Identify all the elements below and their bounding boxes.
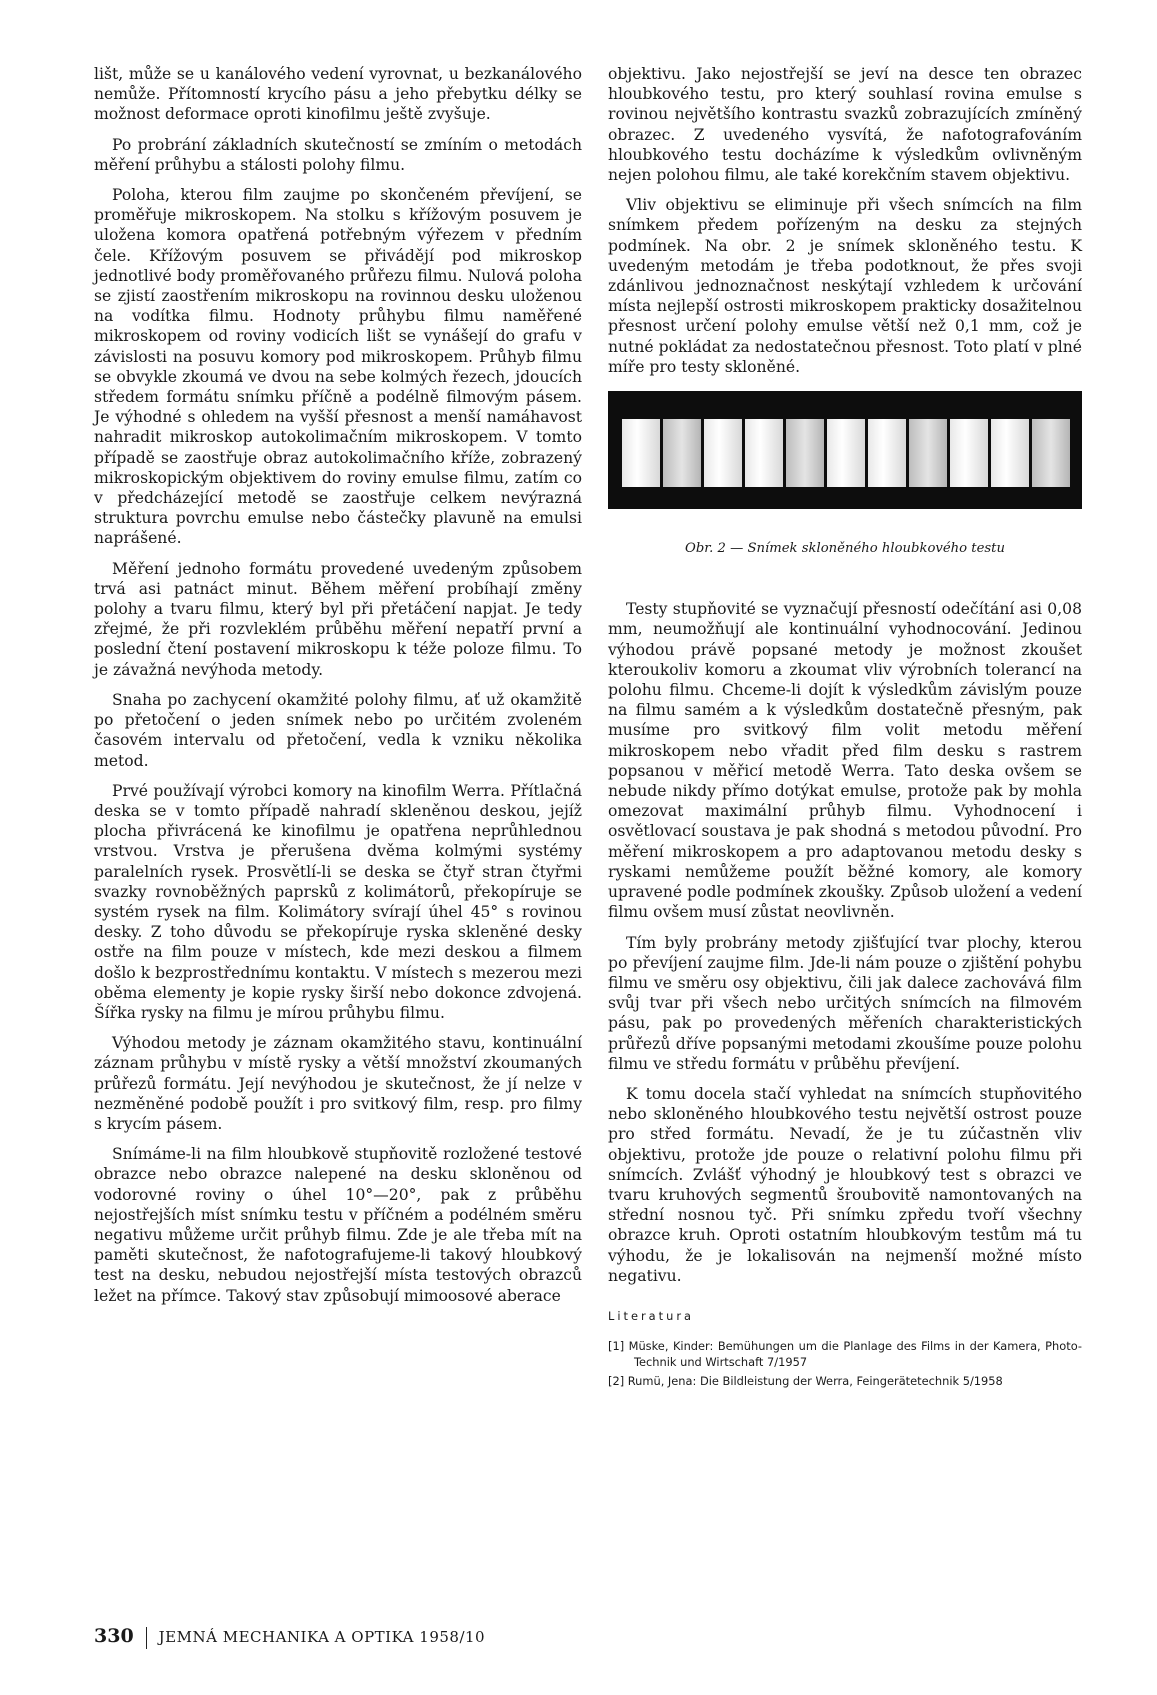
paragraph: Snaha po zachycení okamžité polohy filmu, ať už okamžitě po přetočení o jeden snímek nebo po určitém zvoleném časovém intervalu od přetočení, vedla k vzniku několika metod.: [94, 690, 582, 770]
reference-item: [1] Müske, Kinder: Bemühungen um die Planlage des Films in der Kamera, Photo-Technik und Wirtschaft 7/1957: [608, 1338, 1082, 1369]
footer-divider: [146, 1627, 147, 1649]
paragraph: Vliv objektivu se eliminuje při všech snímcích na film snímkem předem pořízeným na desku za stejných podmínek. Na obr. 2 je snímek skloněného testu. K uvedeným metodám je třeba podotknout, že přes svoji zdánlivou jednoznačnost neskýtají vzhledem k určování místa nejlepší ostrosti mikroskopem prakticky dosažitelnou přesnost určení polohy emulse větší než 0,1 mm, což je nutné pokládat za nedostatečnou přesnost. Toto platí v plné míře pro testy skloněné.: [608, 196, 1082, 376]
paragraph: Měření jednoho formátu provedené uvedeným způsobem trvá asi patnáct minut. Během měření probíhají změny polohy a tvaru filmu, který byl při přetáčení napjat. Je tedy zřejmé, že při rozvleklém průběhu měření nepatří první a poslední čtení postavení mikroskopu k téže poloze filmu. To je závažná nevýhoda metody.: [94, 559, 582, 679]
paragraph: objektivu. Jako nejostřejší se jeví na desce ten obrazec hloubkového testu, pro který souhlasí rovina emulse s rovinou největšího kontrastu svazků zobrazujících zmíněný obrazec. Z uvedeného vysvítá, že nafotografováním hloubkového testu docházíme k výsledkům ovlivněným nejen polohou filmu, ale také korekčním stavem objektivu.: [608, 65, 1082, 185]
test-bar: [663, 419, 701, 487]
paragraph: Testy stupňovité se vyznačují přesností odečítání asi 0,08 mm, neumožňují ale kontinuální vyhodnocování. Jedinou výhodou právě popsané metody je možnost zkoušet kteroukoliv komoru a zkoumat vliv výrobních tolerancí na polohu filmu. Chceme-li dojít k výsledkům závislým pouze na filmu samém a k výsledkům dostatečně přesným, pak musíme pro svitkový film volit metodu měření mikroskopem nebo vřadit před film desku s rastrem popsanou v měřicí metodě Werra. Tato deska ovšem se nebude nikdy přímo dotýkat emulse, protože pak by mohla omezovat maximální průhyb filmu. Vyhodnocení i osvětlovací soustava je pak shodná s metodou původní. Pro měření mikroskopem a pro adaptovanou metodu desky s ryskami nemůžeme použít běžné komory, ale komory upravené podle podmínek zkoušky. Způsob uložení a vedení filmu ovšem musí zůstat neovlivněn.: [608, 600, 1082, 922]
test-bar: [868, 419, 906, 487]
figure-caption: Obr. 2 — Snímek skloněného hloubkového testu: [685, 541, 1005, 557]
test-bar: [786, 419, 824, 487]
reference-item: [2] Rumü, Jena: Die Bildleistung der Werra, Feingerätetechnik 5/1958: [608, 1373, 1003, 1388]
test-bar: [827, 419, 865, 487]
test-bar: [950, 419, 988, 487]
test-bar: [745, 419, 783, 487]
paragraph: Prvé používají výrobci komory na kinofilm Werra. Přítlačná deska se v tomto případě nahradí skleněnou deskou, jejíž plocha přivrácená ke kinofilmu je opatřena neprůhlednou vrstvou. Vrstva je přerušena dvěma kolmými systémy paralelních rysek. Prosvětlí-li se deska se čtyř stran čtyřmi svazky rovnoběžných paprsků z kolimátorů, překopíruje se systém rysek na film. Kolimátory svírají úhel 45° s rovinou desky. Z toho důvodu se překopíruje ryska skleněné desky ostře na film pouze v místech, kde mezi deskou a filmem došlo k bezprostřednímu kontaktu. V místech s mezerou mezi oběma elementy je kopie rysky širší nebo dokonce zdvojená. Šířka rysky na filmu je mírou průhybu filmu.: [94, 781, 582, 1022]
test-bar: [704, 419, 742, 487]
test-bar: [622, 419, 660, 487]
test-bar: [991, 419, 1029, 487]
test-bar: [1032, 419, 1070, 487]
paragraph: Po probrání základních skutečností se zmíním o metodách měření průhybu a stálosti polohy filmu.: [94, 135, 582, 174]
page-number: 330: [94, 1625, 134, 1647]
right-column: [608, 64, 1082, 1392]
paragraph: lišt, může se u kanálového vedení vyrovnat, u bezkanálového nemůže. Přítomností krycího pásu a jeho přebytku délky se možnost deformace oproti kinofilmu ještě zvyšuje.: [94, 65, 582, 124]
paragraph: Poloha, kterou film zaujme po skončeném převíjení, se proměřuje mikroskopem. Na stolku s křížovým posuvem je uložena komora opatřená potřebným výřezem v předním čele. Křížovým posuvem se přivádějí pod mikroskop jednotlivé body proměřovaného průřezu filmu. Nulová poloha se zjistí zaostřením mikroskopu na rovinnou desku uloženou na vodítka filmu. Hodnoty průhybu filmu naměřené mikroskopem od roviny vodicích lišt se vynášejí do grafu v závislosti na posuvu komory pod mikroskopem. Průhyb filmu se obvykle zkoumá ve dvou na sebe kolmých řezech, jdoucích středem formátu snímku příčně a podélně filmovým pásem. Je výhodné s ohledem na vyšší přesnost a menší namáhavost nahradit mikroskop autokolimačním mikroskopem. V tomto případě se zaostřuje obraz autokolimačního kříže, zobrazený mikroskopickým objektivem do roviny emulse filmu, zatím co v předcházející metodě se zaostřuje celkem nevýrazná struktura povrchu emulse nebo částečky plavuně na emulsi naprášené.: [94, 186, 582, 548]
page-footer: [94, 1625, 485, 1649]
paragraph: Výhodou metody je záznam okamžitého stavu, kontinuální záznam průhybu v místě rysky a větší množství zkoumaných průřezů formátu. Její nevýhodou je skutečnost, že jí nelze v nezměněné podobě použít i pro svitkový film, resp. pro filmy s krycím pásem.: [94, 1034, 582, 1133]
left-column: [94, 64, 582, 1316]
paragraph: K tomu docela stačí vyhledat na snímcích stupňovitého nebo skloněného hloubkového testu největší ostrost pouze pro střed formátu. Nevadí, že je tu zúčastněn vliv objektivu, protože jde pouze o relativní polohu filmu při snímcích. Zvlášť výhodný je hloubkový test s obrazci ve tvaru kruhových segmentů šroubovitě namontovaných na střední nosnou tyč. Při snímku zpředu tvoří všechny obrazce kruh. Oproti ostatním hloubkovým testům má tu výhodu, že je lokalisován na nejmenší možné místo negativu.: [608, 1084, 1082, 1285]
references: [608, 1308, 1082, 1389]
paragraph: Snímáme-li na film hloubkově stupňovitě rozložené testové obrazce nebo obrazce nalepené na desku skloněnou od vodorovné roviny o úhel 10°—20°, pak z průběhu nejostřejších míst snímku testu v příčném a podélném směru negativu můžeme určit průhyb filmu. Zde je ale třeba mít na paměti skutečnost, že nafotografujeme-li takový hloubkový test na desku, nebudou nejostřejší místa testových obrazců ležet na přímce. Takový stav způsobují mimoosové aberace: [94, 1145, 582, 1305]
figure-2: [608, 391, 1082, 559]
journal-name: JEMNÁ MECHANIKA A OPTIKA 1958/10: [158, 1628, 486, 1646]
references-heading: Literatura: [608, 1308, 694, 1323]
test-bar: [909, 419, 947, 487]
paragraph: Tím byly probrány metody zjišťující tvar plochy, kterou po převíjení zaujme film. Jde-li nám pouze o zjištění pohybu filmu ve směru osy objektivu, čili jak dalece zachovává film svůj tvar při všech nebo určitých snímcích na filmovém pásu, pak po provedených měřeních charakteristických průřezů dříve popsanými metodami zkoušíme pouze polohu filmu ve středu formátu v průběhu převíjení.: [608, 933, 1082, 1073]
test-photograph: [608, 391, 1082, 509]
